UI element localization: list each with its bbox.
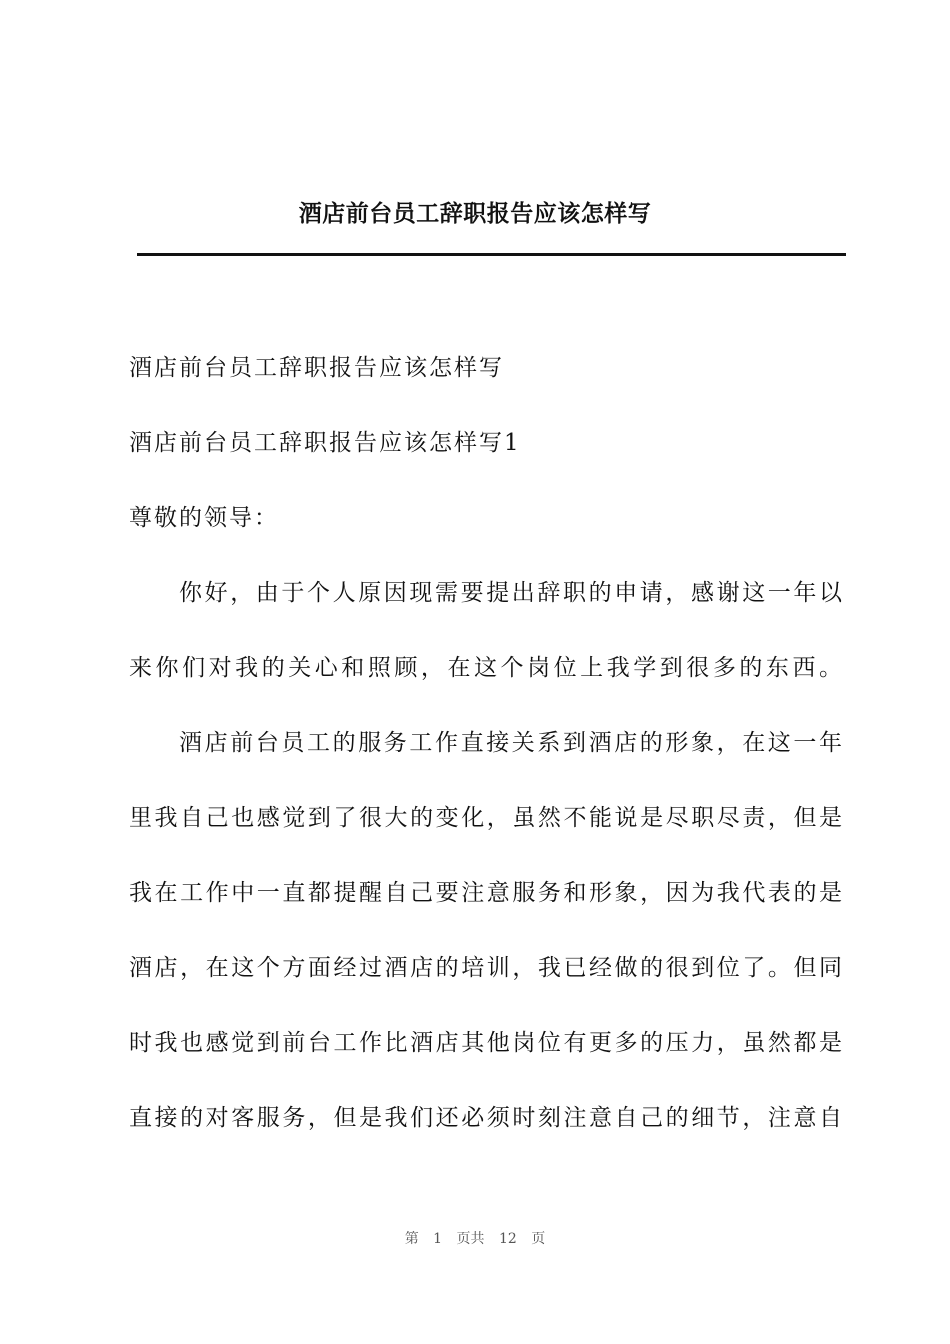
salutation: 尊敬的领导： [129, 505, 279, 531]
paragraph-line: 我在工作中一直都提醒自己要注意服务和形象，因为我代表的是 [129, 880, 842, 906]
paragraph-line: 酒店，在这个方面经过酒店的培训，我已经做的很到位了。但同 [129, 955, 842, 981]
paragraph-line: 来你们对我的关心和照顾，在这个岗位上我学到很多的东西。 [129, 655, 842, 681]
paragraph-line: 直接的对客服务，但是我们还必须时刻注意自己的细节，注意自 [129, 1105, 842, 1131]
document-body [129, 340, 842, 1165]
paragraph-line: 你好，由于个人原因现需要提出辞职的申请，感谢这一年以 [179, 580, 842, 606]
document-subheading: 酒店前台员工辞职报告应该怎样写1 [129, 430, 521, 456]
document-heading: 酒店前台员工辞职报告应该怎样写 [129, 355, 504, 381]
title-divider [137, 253, 846, 256]
page-title: 酒店前台员工辞职报告应该怎样写 [298, 200, 652, 227]
paragraph-line: 里我自己也感觉到了很大的变化，虽然不能说是尽职尽责，但是 [129, 805, 842, 831]
paragraph-line: 时我也感觉到前台工作比酒店其他岗位有更多的压力，虽然都是 [129, 1030, 842, 1056]
paragraph-line: 酒店前台员工的服务工作直接关系到酒店的形象，在这一年 [179, 730, 842, 756]
page-footer: 第 1 页共 12 页 [404, 1231, 546, 1247]
